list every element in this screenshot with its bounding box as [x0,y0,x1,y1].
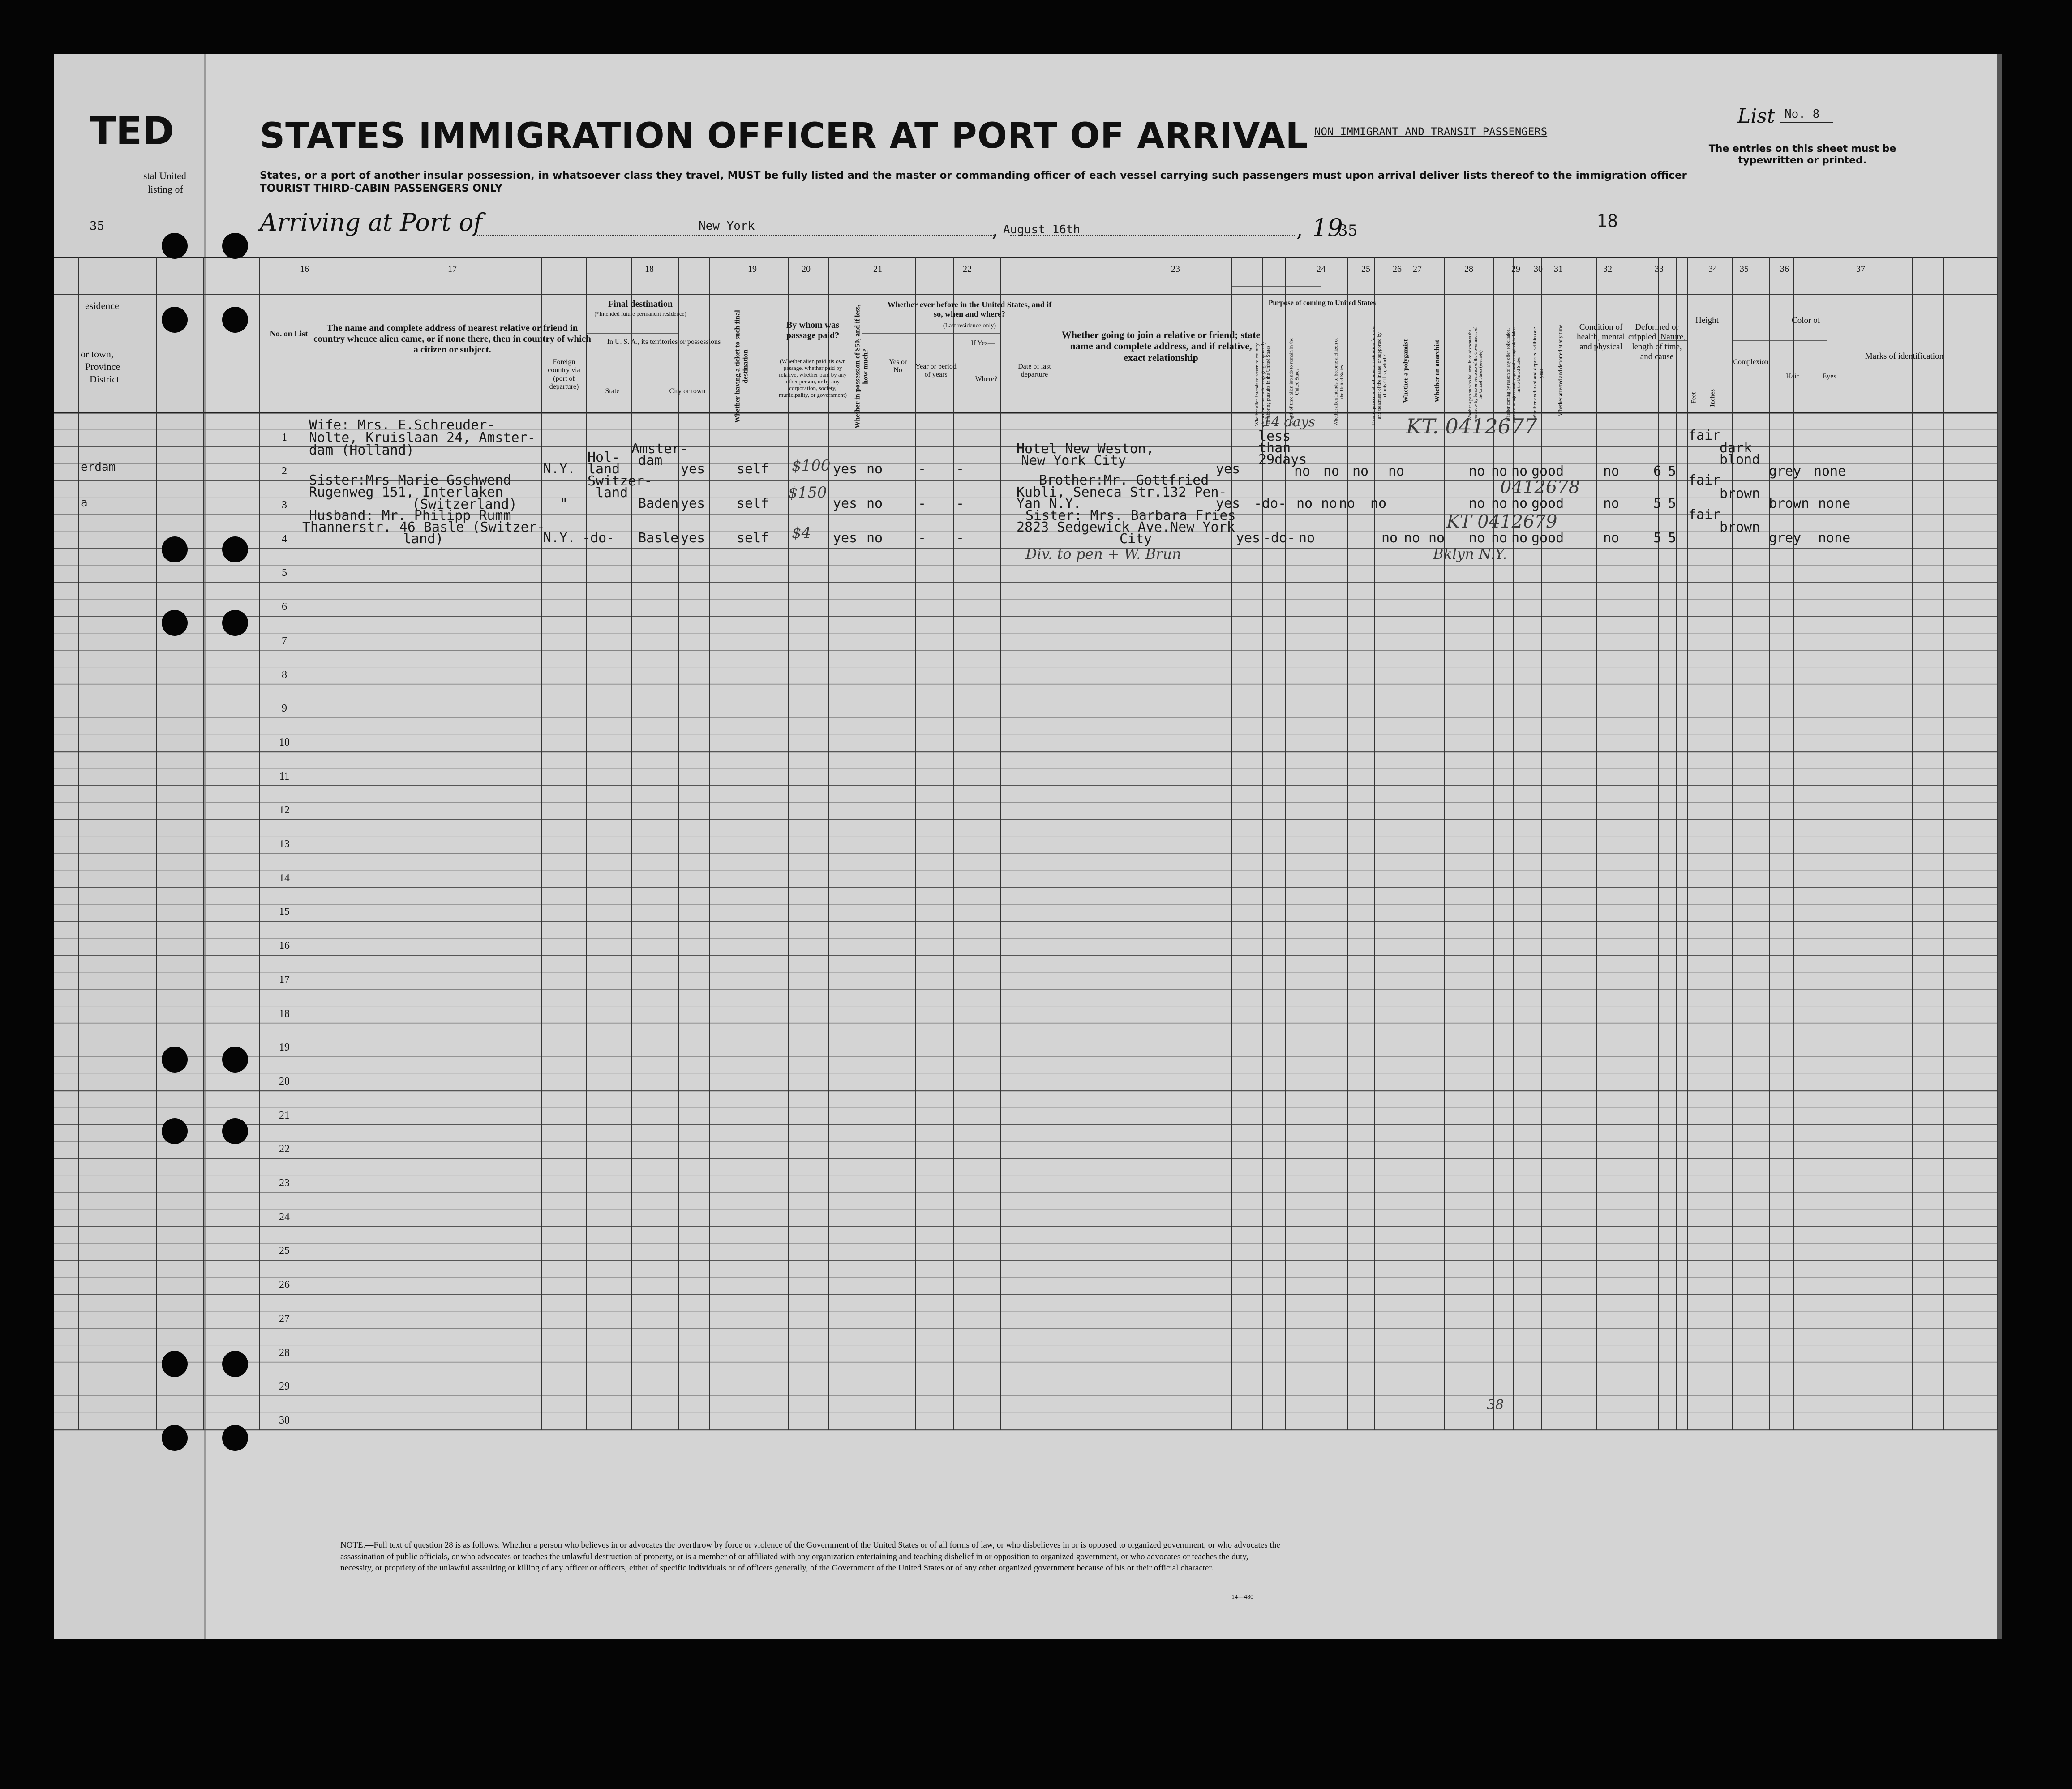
hair: brown [1720,486,1760,502]
join-line: Sister: Mrs. Barbara Fries [1025,508,1236,523]
city: Baden [638,496,679,511]
punch-hole [222,1118,248,1144]
year-suffix: 35 [1338,222,1358,240]
row-number: 14 [279,872,290,884]
height-feet: 6 [1653,463,1662,479]
relative-line: dam (Holland) [309,442,414,458]
punch-hole [162,536,188,562]
row-number: 27 [279,1313,290,1325]
header-year-period: Year or period of years [915,363,957,379]
date-value: August 16th [1003,223,1081,236]
page-title: STATES IMMIGRATION OFFICER AT PORT OF ARRIVAL [260,116,1308,156]
handwritten-note: Div. to pen + W. Brun [1025,545,1181,562]
punch-hole [162,233,188,259]
row-number: 5 [282,567,287,579]
eyes: grey [1769,463,1802,479]
row-number: 15 [279,906,290,918]
ticket: yes [681,496,705,511]
column-number: 31 [1554,264,1563,274]
left-place-2: Province [85,361,120,372]
join-line: Hotel New Weston, [1017,441,1154,457]
q31: no [1511,530,1528,546]
q27: no [1352,463,1369,479]
header-no-on-list: No. on List [270,329,308,338]
handwritten-duration: 14 days [1263,414,1316,430]
column-number: 20 [802,264,811,274]
column-number: 34 [1708,264,1717,274]
before-us: yes [833,461,858,477]
column-number: 16 [300,264,309,274]
header-purpose: Purpose of coming to United States [1268,299,1376,307]
punch-hole [162,1425,188,1451]
row-number: 10 [279,736,290,748]
column-number: 37 [1856,264,1865,274]
row-number: 6 [282,601,287,613]
deformed: no [1603,530,1620,546]
relative-line: (Switzerland) [412,497,517,512]
punch-hole [222,1047,248,1073]
state: land [588,461,620,477]
punch-hole [162,1047,188,1073]
row-number: 9 [282,703,287,715]
header-marks: Marks of identification [1865,352,1944,361]
row-number: 23 [279,1177,290,1189]
q30: no [1491,463,1508,479]
header-relative: The name and complete address of nearest relative or friend in country whence alien came, or if none there, then in country of which a citizen or subject. [313,322,591,355]
complexion: fair [1688,507,1721,523]
column-number: 25 [1361,264,1370,274]
column-number: 19 [748,264,757,274]
question-28-note: NOTE.—Full text of question 28 is as follows: Whether a person who believes in or advocates the overthrow by force or violence of the Government of the United States or of all forms of law, or who disbelieves in or is opposed to organized government, or who advocates the assassination of public officials, or who advocates or teaches the unlawful destruction of property, or is a member of or affiliated with any organization entertaining and teaching disbelief in or opposition to organized government, or who advocates or teaches the duty, necessity, or propriety of the unlawful assaulting or killing of any officer or officers, either of specific individuals or of officers generally, of the Government of the United States or of any other organized government because of his or their official character. [340,1540,1280,1573]
relative-line: Rugenweg 151, Interlaken [309,485,503,500]
punch-hole [162,610,188,636]
q26: no [1323,463,1340,479]
header-color: Color of— [1792,316,1829,325]
manifest-sheet: TED stal United listing of 35 esidence or town, Province District erdam a STATES IMMIGRATION OFFICER AT PORT OF ARRIVAL NON IMMIGRANT AND TRANSIT PASSENGERS List No. 8 The entries on this sheet must be typewritten or printed. States, or a port of another insular possession, in whatsoever class they travel, MUST be fully listed and the master or commanding officer of each vessel carrying such passengers must upon arrival deliver lists thereof to the immigration officer TOURIST THIRD-CABIN PASSENGERS ONLY Arriving at Port of New York , August 16th , 19 35 18 16 17 18 19 20 21 22 23 24 25 26 27 28 29 30 31 32 33 34 35 36 37 No. on List The name and complete address of nearest relative or friend in country whence alien came, or if none there, then in country of which a citizen or subject. Final destination (*Intended future permanent residence) Foreign country via (port of departure) In U. S. A., its territories or possessions State City or town Whether having a ticket to such final destination By whom was passage paid? (Whether alien paid his own passage, whether paid by relative, whether paid by any other person, or by any corporation, society, municipality, or government) Whether in possession of $50, and if less, how much? Whether ever before in the United States, and if so, when and where? (Last residence only) Yes or No If Yes— Year or period of years Where? Date of last departure Whether going to join a relative or friend; state name and complete address, and if relative, exact relationship Purpose of coming to United States Whether alien intends to return to country whence he came after engaging temporarily in laboring pursuits in the United States Length of time alien intends to remain in the United States Whether alien intends to become a citizen of the United States Ever in prison or almshouse or institution for care and treatment of the insane, or supported by charity? If so, which? Whether a polygamist Whether an anarchist Whether a person who believes in or advocates the overthrow by force or violence of the Government of the United States (see note) Whether coming by reason of any offer, solicitation, promise, or agreement, expressed or implied, to labor in the United States Whether excluded and deported within one year Whether arrested and deported at any time Condition of health, mental and physical Deformed or crippled. Nature, length of time, and cause Height Feet Inches Complexion Color of— Hair Eyes Marks of identification 1 2 3 4 5 6 7 8 9 10 11 12 13 14 15 16 17 18 19 20 21 22 23 24 25 26 27 28 29 30 Wife: Mrs. E.Schreuder- Nolte, Kruislaan 24, Amster- dam (Holland) N.Y. Hol- land Amster- dam yes self $100 yes no - - Hotel New Weston, New York City yes less than 29days no no no no no no no good no 6 5 fair dark blond grey none Sister:Mrs Marie Gschwend Rugenweg 151, Interlaken (Switzerland) " Switzer- land Baden yes self $150 yes no - - Brother:Mr. Gottfried Kubli, Seneca Str.132 Pen- Yan N.Y. yes -do- no no no no no no no good no 5 5 fair brown brown none Husband: Mr. Philipp Rumm Thannerstr. 46 Basle (Switzer- land) N.Y. -do- Basle yes self $4 yes no - - Sister: Mrs. Barbara Fries 2823 Sedgewick Ave.New York City yes -do- no no no no no no no good no 5 5 fair brown grey none KT. 0412677 14 days 0412678 KT 0412679 Div. to pen + W. Brun Bklyn N.Y. 38 NOTE.—Full text of question 28 is as follows: Whether a person who believes in or advocates the overthrow by force or violence of the Government of the United States or of all forms of law, or who disbelieves in or is opposed to organized government, or who advocates the assassination of public officials, or who advocates or teaches the unlawful destruction of property, or is a member of or affiliated with any organization entertaining and teaching disbelief in or opposition to organized government, or who advocates or teaches the duty, necessity, or propriety of the unlawful assaulting or killing of any officer or officers, either of specific individuals or of officers generally, of the Government of the United States or of any other organized government because of his or their official character. 14—480 [54,54,2002,1639]
relative-line: Wife: Mrs. E.Schreuder- [309,417,495,433]
punch-hole [222,536,248,562]
column-number: 33 [1655,264,1664,274]
certificate-number: KT. 0412677 [1406,414,1537,438]
eyes: grey [1769,530,1802,546]
port-value: New York [699,219,755,233]
state: Switzer- [588,473,652,489]
column-number: 29 [1511,264,1520,274]
header-in-usa: In U. S. A., its territories or possessions [607,338,721,346]
row-number: 1 [282,431,287,443]
typewritten-note: The entries on this sheet must be typewritten or printed. [1708,143,1896,167]
health: good [1531,496,1564,511]
certificate-number: KT 0412679 [1446,511,1557,532]
punch-hole [162,307,188,333]
q25: no [1299,530,1315,546]
foreign-port: N.Y. [543,461,576,477]
list-label: List [1737,105,1775,128]
header-q28: Whether a person who believes in or advocates the overthrow by force or violence of the Government of the United States (see note) [1467,327,1483,423]
header-city: City or town [669,387,706,395]
row-number: 26 [279,1279,290,1291]
column-number: 17 [448,264,457,274]
header-state: State [605,387,620,395]
row-number: 20 [279,1075,290,1087]
column-number: 24 [1317,264,1326,274]
purpose-length: -do- [1263,530,1296,546]
row-number: 22 [279,1143,290,1155]
column-number: 22 [963,264,972,274]
q28: no [1388,463,1405,479]
row-number: 25 [279,1245,290,1257]
row-number: 17 [279,974,290,986]
row-number: 7 [282,635,287,647]
before-us: yes [833,530,858,546]
where: - [918,461,927,477]
marks: none [1818,496,1851,511]
q25: no [1294,463,1311,479]
join-line: Yan N.Y. [1017,496,1081,511]
height-inches: 5 [1668,496,1677,511]
purpose-length: than [1258,440,1291,456]
purpose-length: 29days [1258,452,1307,468]
left-sub1: stal United [143,170,186,181]
header-foreign-country: Foreign country via (port of departure) [548,358,580,391]
non-immigrant-stamp: NON IMMIGRANT AND TRANSIT PASSENGERS [1314,125,1548,138]
health: good [1531,463,1564,479]
header-where: Where? [975,375,998,383]
relative-line: Sister:Mrs Marie Gschwend [309,472,511,488]
punch-hole [162,1118,188,1144]
q26: no [1381,530,1398,546]
row-number: 12 [279,804,290,816]
height-inches: 5 [1668,530,1677,546]
row-number: 16 [279,940,290,952]
departure-date: - [956,461,965,477]
hair: brown [1720,519,1760,535]
row-number: 24 [279,1211,290,1223]
header-before-sub: (Last residence only) [943,322,996,329]
form-number: 14—480 [1231,1594,1253,1600]
row-number: 13 [279,838,290,850]
header-if-yes: If Yes— [971,339,995,347]
eyes: brown [1769,496,1810,511]
punch-hole [162,1351,188,1377]
year-period: no [867,496,883,511]
where: - [918,496,927,511]
left-entry-1: erdam [81,460,116,474]
column-number: 21 [873,264,882,274]
header-height: Height [1695,316,1719,325]
row-number: 8 [282,669,287,681]
before-us: yes [833,496,858,511]
header-inches: Inches [1709,389,1716,407]
money: $150 [788,484,827,502]
year-period: no [867,461,883,477]
height-inches: 5 [1668,463,1677,479]
passage-paid: self [737,496,769,511]
header-instruction: States, or a port of another insular possession, in whatsoever class they travel, MUST be fully listed and the master or commanding officer of each vessel carrying such passengers must upon arrival deliver lists thereof to the immigration officer [260,170,1687,181]
marks: none [1814,463,1846,479]
row-number: 28 [279,1347,290,1359]
q28: no [1429,530,1445,546]
header-polygamist: Whether a polygamist [1402,339,1410,403]
left-sub2: listing of [148,184,183,195]
left-place-3: District [90,373,119,385]
q26: no [1321,496,1338,511]
header-excluded: Whether excluded and deported within one year [1531,327,1544,420]
join-line: New York City [1021,453,1126,468]
city: Basle [638,530,679,546]
q28: no [1370,496,1387,511]
purpose-length: -do- [1254,496,1287,511]
handwritten-mark: 38 [1487,1397,1504,1413]
q27: no [1339,496,1356,511]
join-line: Kubli, Seneca Str.132 Pen- [1017,485,1227,500]
foreign-port: " [560,496,568,511]
purpose: yes [1236,530,1261,546]
city: dam [638,453,663,468]
passage-paid: self [737,461,769,477]
form-grid [54,54,2002,1639]
complexion: fair [1688,428,1721,443]
q31: no [1511,463,1528,479]
header-prison: Ever in prison or almshouse or institution for care and treatment of the insane, or supported by charity? If so, which? [1371,326,1388,425]
q27: no [1404,530,1420,546]
left-entry-3: a [81,496,88,510]
header-purpose-b: Length of time alien intends to remain in the United States [1288,338,1300,426]
header-purpose-a: Whether alien intends to return to country whence he came after engaging temporarily in laboring pursuits in the United States [1254,341,1271,428]
city: Amster- [631,441,688,457]
column-number: 30 [1534,264,1543,274]
row-number: 18 [279,1008,290,1020]
q31: no [1511,496,1528,511]
punch-hole [222,610,248,636]
header-health: Condition of health, mental and physical [1577,322,1625,352]
header-hair: Hair [1786,373,1799,380]
where: - [918,530,927,546]
q30: no [1491,530,1508,546]
deformed: no [1603,463,1620,479]
column-number: 28 [1464,264,1473,274]
left-year: 35 [90,219,105,233]
state: Hol- [588,450,620,465]
header-yes-no: Yes or No [888,358,907,374]
certificate-number: 0412678 [1500,477,1580,498]
page-number: 18 [1596,211,1618,232]
header-passage-paid: By whom was passage paid? [786,320,840,340]
relative-line: Thannerstr. 46 Basle (Switzer- [302,519,545,535]
year-prefix: 19 [1312,214,1343,242]
punch-hole [222,233,248,259]
row-number: 21 [279,1109,290,1121]
header-final-destination: Final destination [608,299,673,309]
column-number: 32 [1603,264,1612,274]
hair: dark [1720,440,1752,456]
q25: no [1296,496,1313,511]
row-number: 29 [279,1381,290,1393]
header-anarchist: Whether an anarchist [1433,339,1441,403]
header-passage-sub: (Whether alien paid his own passage, whether paid by relative, whether paid by any other person, or by any corporation, society, municipality, or government) [779,358,847,398]
health: good [1531,530,1564,546]
relative-line: Husband: Mr. Philipp Rumm [309,508,511,523]
row-number: 4 [282,533,287,545]
column-number: 18 [645,264,654,274]
handwritten-note: Bklyn N.Y. [1433,545,1507,562]
passage-paid: self [737,530,769,546]
header-ticket: Whether having a ticket to such final destination [734,310,750,423]
height-feet: 5 [1653,530,1662,546]
punch-hole [222,307,248,333]
relative-line: Nolte, Kruislaan 24, Amster- [309,430,536,446]
row-number: 19 [279,1042,290,1054]
header-labor: Whether coming by reason of any offer, solicitation, promise, or agreement, expressed or implied, to labor in the United States [1506,327,1521,423]
money: $4 [792,524,811,542]
row-number: 2 [282,465,287,477]
punch-hole [222,1425,248,1451]
ticket: yes [681,530,705,546]
column-number: 27 [1413,264,1422,274]
header-complexion: Complexion [1733,358,1769,366]
row-number: 30 [279,1414,290,1426]
q29: no [1469,496,1485,511]
row-number: 11 [279,770,290,782]
column-number: 36 [1780,264,1789,274]
header-before-us: Whether ever before in the United States, and if so, when and where? [887,300,1052,318]
header-arrested: Whether arrested and deported at any time [1557,324,1564,416]
row-number: 3 [282,499,287,511]
ticket: yes [681,461,705,477]
relative-line: land) [403,531,444,547]
arriving-label: Arriving at Port of [260,208,483,236]
header-final-sub: (*Intended future permanent residence) [594,310,686,317]
hair: blond [1720,452,1760,468]
year-period: no [867,530,883,546]
foreign-port: N.Y. [543,530,576,546]
departure-date: - [956,496,965,511]
port-line [472,235,994,236]
column-number: 26 [1393,264,1402,274]
column-number: 23 [1171,264,1180,274]
state: -do- [582,530,615,546]
left-title-fragment: TED [90,109,174,154]
left-place-1: or town, [81,348,114,360]
header-feet: Feet [1690,392,1698,404]
left-col-label: esidence [85,300,119,311]
tourist-class-label: TOURIST THIRD-CABIN PASSENGERS ONLY [260,183,502,194]
q29: no [1469,530,1485,546]
header-purpose-c: Whether alien intends to become a citizen of the United States [1333,338,1344,426]
q29: no [1469,463,1485,479]
join-line: Brother:Mr. Gottfried [1039,472,1209,488]
complexion: fair [1688,472,1721,488]
column-number: 35 [1740,264,1749,274]
header-last-departure: Date of last departure [1018,363,1051,379]
departure-date: - [956,530,965,546]
header-join-relative: Whether going to join a relative or friend; state name and complete address, and if relative, exact relationship [1061,329,1261,363]
height-feet: 5 [1653,496,1662,511]
q30: no [1491,496,1508,511]
join-line: 2823 Sedgewick Ave.New York [1017,519,1235,535]
money: $100 [792,457,831,475]
purpose-length: less [1258,429,1291,444]
punch-hole [222,1351,248,1377]
list-number: No. 8 [1780,108,1833,123]
deformed: no [1603,496,1620,511]
header-eyes: Eyes [1822,373,1836,380]
purpose: yes [1216,461,1240,477]
join-line: City [1120,531,1152,547]
header-deformed: Deformed or crippled. Nature, length of time, and cause [1628,322,1686,361]
marks: none [1818,530,1851,546]
state: land [596,485,628,501]
purpose: yes [1216,496,1240,511]
header-money: Whether in possession of $50, and if less, how much? [854,305,870,429]
